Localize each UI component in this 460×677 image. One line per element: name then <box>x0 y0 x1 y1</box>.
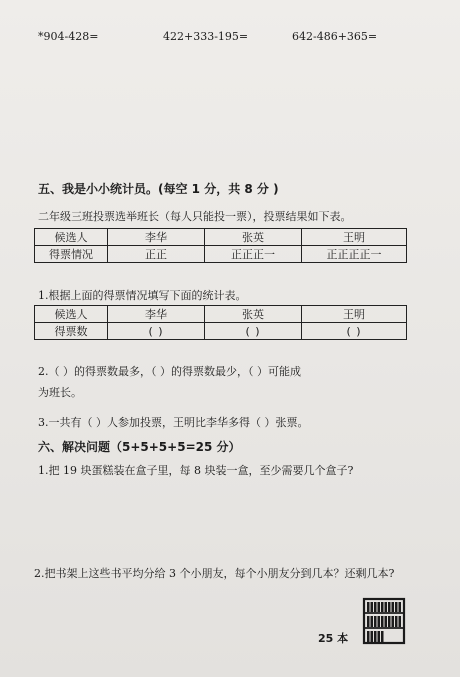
answer-blank-wangming[interactable]: ( ) <box>302 323 407 340</box>
section6-heading: 六、解决问题（5+5+5+5=25 分） <box>38 440 241 454</box>
section5-heading: 五、我是小小统计员。(每空 1 分，共 8 分 ) <box>38 182 279 196</box>
table-row <box>35 246 407 263</box>
bookshelf-icon <box>362 596 406 646</box>
equation-3: 642-486+365= <box>292 30 378 43</box>
question-1: 1.根据上面的得票情况填写下面的统计表。 <box>38 289 247 302</box>
problem-1: 1.把 19 块蛋糕装在盒子里，每 8 块装一盒，至少需要几个盒子? <box>38 464 354 477</box>
vote-tally-table <box>34 228 407 263</box>
table-row <box>35 306 407 323</box>
equation-2: 422+333-195= <box>163 30 249 43</box>
table-cell: 正正正一 <box>205 246 302 263</box>
vote-count-table <box>34 305 407 340</box>
equation-1: *904-428= <box>38 30 99 43</box>
question-3: 3.一共有（ ）人参加投票，王明比李华多得（ ）张票。 <box>38 416 309 429</box>
answer-blank-zhangying[interactable]: ( ) <box>205 323 302 340</box>
table-cell: 得票情况 <box>35 246 108 263</box>
table-cell: 王明 <box>302 306 407 323</box>
question-2-line2: 为班长。 <box>38 386 82 399</box>
table-cell: 李华 <box>108 229 205 246</box>
question-2-line1: 2.（ ）的得票数最多，（ ）的得票数最少，（ ）可能成 <box>38 365 301 378</box>
books-count-label: 25 本 <box>318 632 349 645</box>
table-cell: 王明 <box>302 229 407 246</box>
table-row <box>35 229 407 246</box>
table-cell: 得票数 <box>35 323 108 340</box>
table-cell: 候选人 <box>35 229 108 246</box>
section5-intro: 二年级三班投票选举班长（每人只能投一票），投票结果如下表。 <box>38 210 352 223</box>
table-row <box>35 323 407 340</box>
problem-2: 2.把书架上这些书平均分给 3 个小朋友，每个小朋友分到几本？还剩几本? <box>34 567 395 580</box>
answer-blank-lihua[interactable]: ( ) <box>108 323 205 340</box>
table-cell: 张英 <box>205 229 302 246</box>
table-cell: 张英 <box>205 306 302 323</box>
table-cell: 候选人 <box>35 306 108 323</box>
table-cell: 正正正正一 <box>302 246 407 263</box>
table-cell: 正正 <box>108 246 205 263</box>
table-cell: 李华 <box>108 306 205 323</box>
